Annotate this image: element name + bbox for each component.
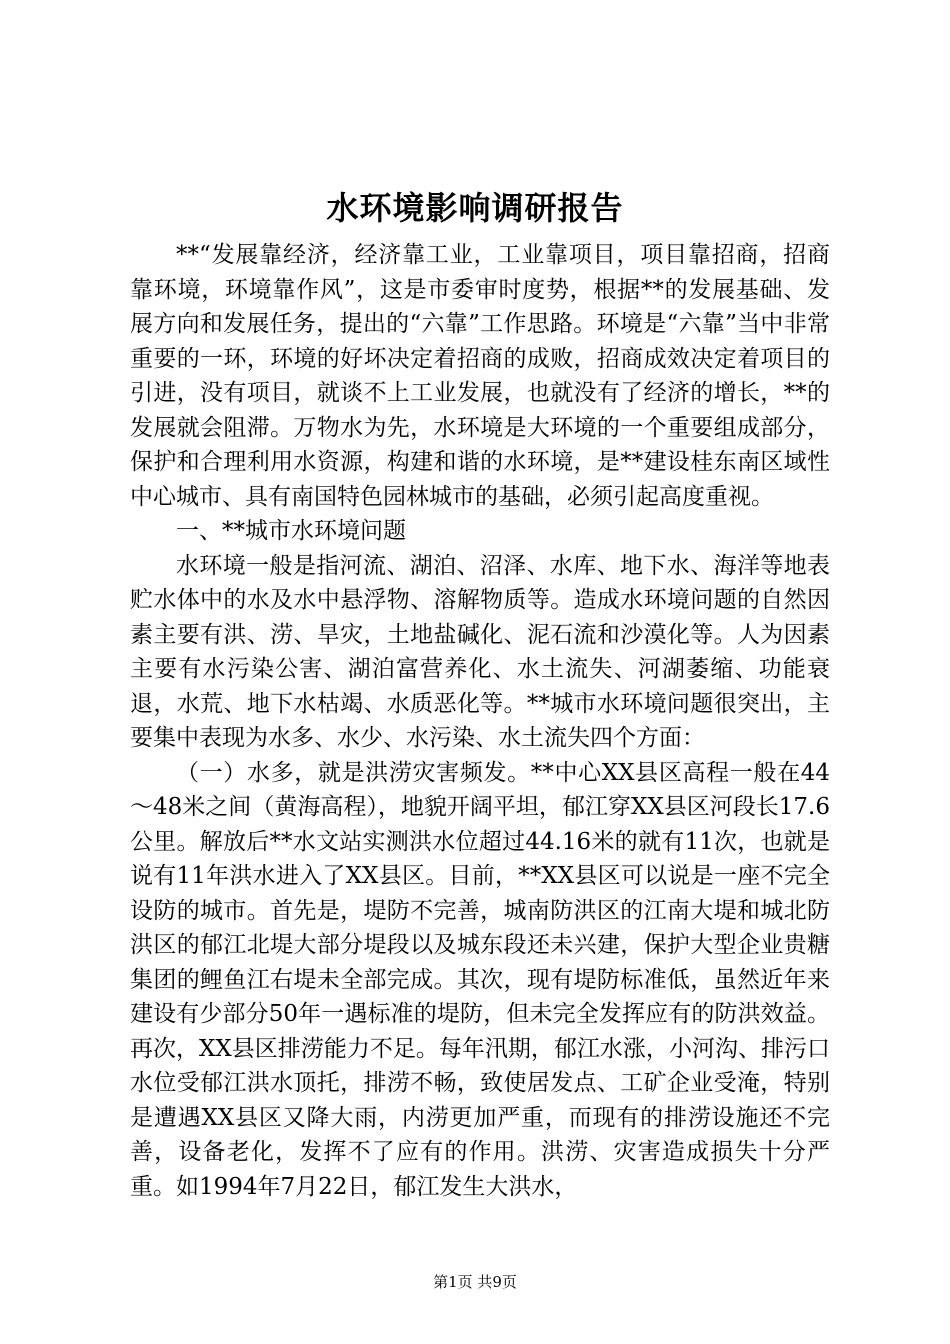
document-body (130, 238, 830, 1204)
document-title: 水环境影响调研报告 (326, 189, 624, 227)
body-paragraph: 水环境一般是指河流、湖泊、沼泽、水库、地下水、海洋等地表贮水体中的水及水中悬浮物、溶解物质等。造成水环境问题的自然因素主要有洪、涝、旱灾，土地盐碱化、泥石流和沙漠化等。人为因素主要有水污染公害、湖泊富营养化、水土流失、河湖萎缩、功能衰退，水荒、地下水枯竭、水质恶化等。**城市水环境问题很突出，主要集中表现为水多、水少、水污染、水土流失四个方面： (130, 552, 830, 751)
body-paragraph: （一）水多，就是洪涝灾害频发。**中心XX县区高程一般在44～48米之间（黄海高程），地貌开阔平坦，郁江穿XX县区河段长17.6公里。解放后**水文站实测洪水位超过44.16米的就有11次，也就是说有11年洪水进入了XX县区。目前，**XX县区可以说是一座不完全设防的城市。首先是，堤防不完善，城南防洪区的江南大堤和城北防洪区的郁江北堤大部分堤段以及城东段还未兴建，保护大型企业贵糖集团的鲤鱼江右堤未全部完成。其次，现有堤防标准低，虽然近年来建设有少部分50年一遇标准的堤防，但未完全发挥应有的防洪效益。再次，XX县区排涝能力不足。每年汛期，郁江水涨，小河沟、排污口水位受郁江洪水顶托，排涝不畅，致使居发点、工矿企业受淹，特别是遭遇XX县区又降大雨，内涝更加严重，而现有的排涝设施还不完善，设备老化，发挥不了应有的作用。洪涝、灾害造成损失十分严重。如1994年7月22日，郁江发生大洪水， (130, 759, 830, 1200)
page-footer: 第1页 共9页 (433, 1273, 517, 1291)
intro-paragraph: **“发展靠经济，经济靠工业，工业靠项目，项目靠招商，招商靠环境，环境靠作风”，这是市委审时度势，根据**的发展基础、发展方向和发展任务，提出的“六靠”工作思路。环境是“六靠”当中非常重要的一环，环境的好坏决定着招商的成败，招商成效决定着项目的引进，没有项目，就谈不上工业发展，也就没有了经济的增长，**的发展就会阻滞。万物水为先，水环境是大环境的一个重要组成部分，保护和合理利用水资源，构建和谐的水环境，是**建设桂东南区域性中心城市、具有南国特色园林城市的基础，必须引起高度重视。 (130, 242, 830, 510)
section-heading: 一、**城市水环境问题 (176, 518, 406, 544)
